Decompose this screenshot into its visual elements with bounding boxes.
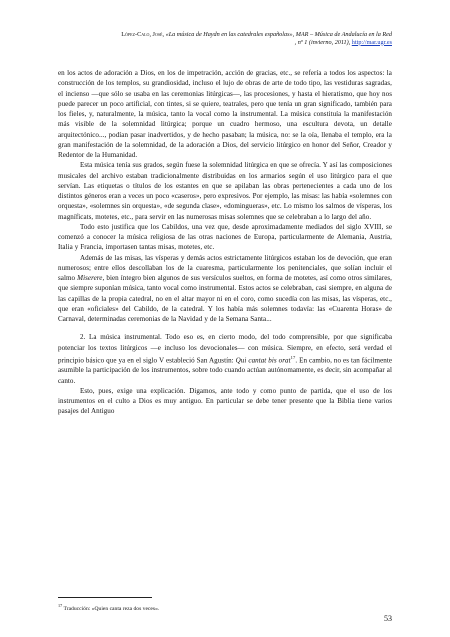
footnote-reference[interactable]: 17	[290, 354, 296, 360]
paragraph-4-post: , bien íntegro bien algunos de sus versículos sueltos, en forma de motetes, así como otros similares, que siempre suponían música, tanto vocal como instrumental. Estos actos se celebraban, casi siempre, en alguna de las capillas de la propia catedral, no en el altar mayor ni en el coro, como sucedía con las misas, las vísperas, etc., que eran «oficiales» del Cabildo, de la catedral. Y los había más solemnes todavía: las «Cuarenta Horas» de Carnaval, determinadas ceremonias de la Navidad y de la Semana Santa...	[58, 274, 392, 323]
header-article-title: , «La música de Haydn en las catedrales españolas»,	[162, 31, 296, 38]
body-text	[58, 68, 392, 417]
page-number: 53	[384, 614, 392, 623]
header-link[interactable]: http://mar.ugr.es	[351, 38, 392, 46]
citation-line-1	[0, 31, 392, 39]
paragraph-6: Esto, pues, exige una explicación. Digamos, ante todo y como punto de partida, que el uso de los instrumentos en el culto a Dios es muy antiguo. En particular se debe tener presente que la Biblia tiene varios pasajes del Antiguo	[58, 386, 392, 416]
paragraph-4-italic: Miserere	[77, 274, 103, 282]
paragraph-3: Todo esto justifica que los Cabildos, una vez que, desde aproximadamente mediados del siglo XVIII, se comenzó a conocer la música religiosa de las otras naciones de Europa, particularmente de Alemania, Austria, Italia y Francia, importasen tantas misas, motetes, etc.	[58, 222, 392, 252]
header-journal: MAR – Música de Andalucía en la Red	[295, 31, 392, 38]
footnote-separator	[58, 597, 152, 598]
footnote	[58, 602, 392, 613]
paragraph-2: Esta música tenía sus grados, según fuese la solemnidad litúrgica en que se ofrecía. Y así las composiciones musicales del archivo estaban tradicionalmente distribuidas en los armarios según el uso litúrgico para el que servían. Las etiquetas o títulos de los estantes en que se apilaban las obras pertenecientes a cada uno de los distintos géneros eran a veces un poco «caseros», pero expresivos. Por ejemplo, las misas: las había «solemnes con orquesta», «solemnes sin orquesta», «de segunda clase», «domingueras», etc. Lo mismo los salmos de vísperas, los magníficats, motetes, etc., para servir en las numerosas misas solemnes que se celebraban a lo largo del año.	[58, 161, 392, 221]
footnote-text: Traducción: «Quien canta reza dos veces».	[62, 605, 160, 612]
header-authors: López-Calo, José	[121, 31, 163, 38]
section-2-paragraph	[58, 332, 392, 386]
section-2-quote: Qui cantat bis orat	[235, 356, 291, 365]
paragraph-4-pre: Además de las misas, las vísperas y demás actos estrictamente litúrgicos estaban los de devoción, que eran numerosos; entre ellos descollaban los de la cuaresma, particularmente los penitenciales, que solían incluir el salmo	[58, 253, 392, 282]
paragraph-1: en los actos de adoración a Dios, en los de impetración, acción de gracias, etc., se refería a todos los aspectos: la construcción de los templos, su grandiosidad, incluso el lujo de obras de arte de todo tipo, las vestiduras sagradas, el incienso —que sólo se usaba en las ceremonias litúrgicas—, las procesiones, y hasta el hieratismo, que hoy nos puede parecer un poco artificial, con tintes, si se quiere, teatrales, pero que tenía un gran significado, también para los fieles, y, naturalmente, la música, tanto la vocal como la instrumental. La música constituía la manifestación más visible de la solemnidad litúrgica; porque un cuadro hermoso, una escultura devota, un detalle arquitectónico..., podían pasar inadvertidos, y de hecho pasaban; la música, no: se la oía, llenaba el templo, era la gran manifestación de la solemnidad, de la adoración a Dios, del servicio litúrgico en honor del Señor, Creador y Redentor de la Humanidad.	[58, 69, 392, 159]
section-2-pre: 2. La música instrumental. Todo eso es, en cierto modo, del todo comprensible, por que significaba potenciar los textos litúrgicos —e incluso los devocionales— con música. Siempre, en efecto, será verdad el principio básico que ya en el siglo V estableció San Agustín:	[58, 333, 392, 365]
running-header	[0, 31, 392, 46]
citation-line-2	[0, 39, 392, 47]
section-2-post: . En cambio, no es tan fácilmente asumible la participación de los instrumentos, sobre todo cuando actúan autónomamente, es decir, sin acompañar al canto.	[58, 356, 392, 385]
header-issue: , nº 1 (invierno, 2011),	[294, 38, 352, 46]
paragraph-4	[58, 253, 392, 325]
footnote-number: 17	[58, 603, 63, 608]
